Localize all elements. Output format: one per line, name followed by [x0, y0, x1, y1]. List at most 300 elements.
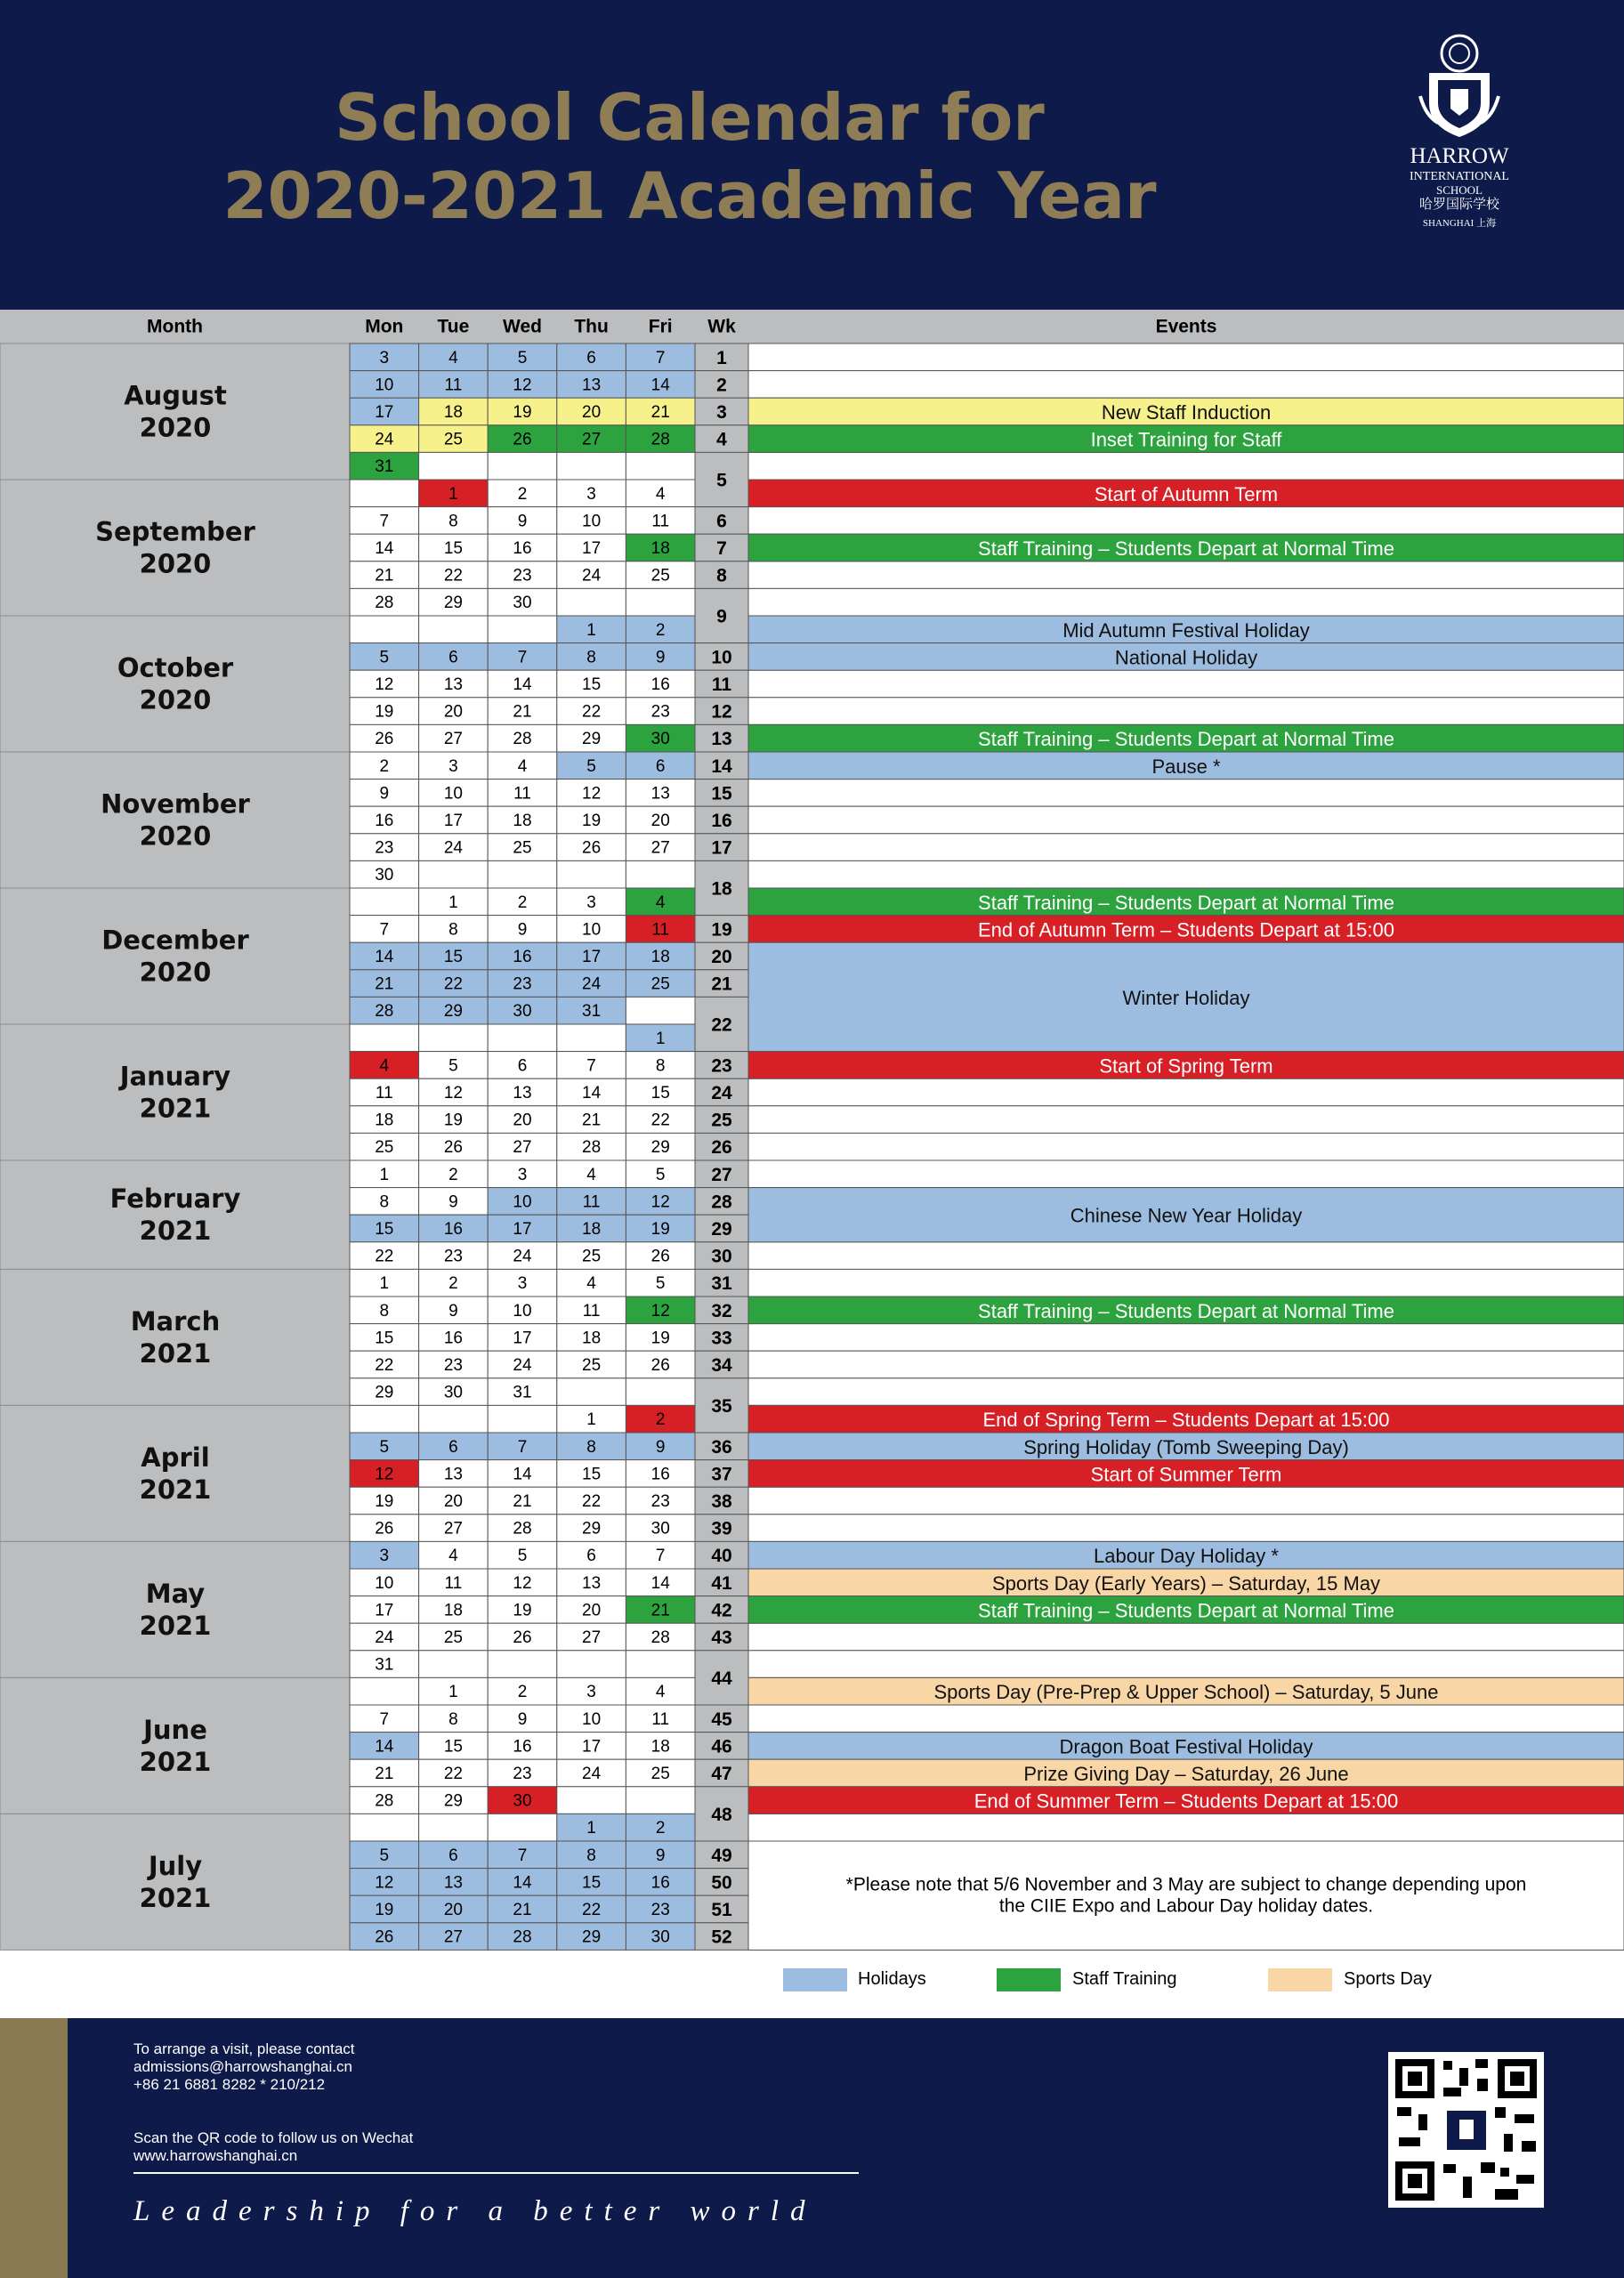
day-number: 1 — [379, 1165, 390, 1184]
day-number: 28 — [513, 730, 532, 749]
crest-shield-icon — [1417, 34, 1502, 141]
event-label: Sports Day (Early Years) – Saturday, 15 May — [991, 1571, 1381, 1595]
day-number: 25 — [443, 1628, 463, 1647]
month-block — [0, 1160, 350, 1269]
day-number: 29 — [443, 1002, 463, 1022]
day-number: 6 — [448, 1846, 458, 1865]
week-number: 49 — [711, 1845, 732, 1866]
day-number: 29 — [582, 1519, 602, 1539]
day-cell — [419, 1814, 489, 1841]
school-name-cn: 哈罗国际学校 — [1418, 197, 1499, 212]
day-number: 8 — [448, 920, 458, 940]
event-label: Winter Holiday — [1122, 986, 1250, 1009]
day-number: 2 — [517, 1683, 528, 1702]
day-cell — [419, 1024, 489, 1052]
week-number: 27 — [711, 1164, 732, 1185]
day-number: 12 — [443, 1084, 463, 1103]
day-number: 17 — [582, 539, 602, 558]
day-number: 23 — [650, 1492, 670, 1511]
day-number: 6 — [655, 756, 666, 776]
event-cell — [748, 452, 1624, 480]
day-number: 5 — [448, 1056, 458, 1076]
day-number: 22 — [443, 1765, 463, 1783]
day-number: 4 — [448, 348, 458, 368]
day-number: 14 — [513, 675, 532, 694]
day-number: 19 — [650, 1329, 670, 1348]
week-number: 20 — [711, 947, 732, 967]
day-number: 7 — [655, 1547, 666, 1566]
month-name: October — [117, 652, 234, 683]
day-number: 3 — [379, 1547, 390, 1566]
day-number: 8 — [379, 1301, 390, 1321]
month-year: 2021 — [139, 1337, 212, 1369]
day-number: 25 — [513, 838, 532, 858]
footer — [0, 2018, 1624, 2278]
event-label: Staff Training – Students Depart at Normal Time — [978, 1599, 1394, 1622]
day-number: 22 — [582, 1492, 602, 1511]
day-number: 23 — [513, 1765, 532, 1783]
event-cell — [748, 1814, 1624, 1841]
legend-label-holidays: Holidays — [858, 1969, 926, 1989]
day-cell — [350, 480, 419, 507]
day-number: 16 — [443, 1220, 463, 1239]
week-number: 17 — [711, 837, 732, 859]
day-number: 21 — [375, 566, 394, 586]
week-number: 42 — [711, 1600, 732, 1621]
event-label: Staff Training – Students Depart at Normal Time — [978, 1299, 1394, 1322]
contact-email[interactable]: admissions@harrowshanghai.cn — [133, 2058, 352, 2075]
day-number: 22 — [443, 974, 463, 994]
month-block — [0, 1024, 350, 1160]
day-number: 24 — [582, 566, 602, 586]
day-number: 14 — [513, 1465, 532, 1484]
day-number: 8 — [379, 1192, 390, 1212]
day-number: 2 — [517, 484, 528, 504]
day-cell — [557, 588, 626, 616]
day-number: 9 — [379, 784, 390, 804]
day-number: 15 — [443, 1737, 463, 1757]
week-number: 39 — [711, 1518, 732, 1539]
day-number: 4 — [655, 1683, 666, 1702]
day-number: 7 — [379, 920, 390, 940]
day-number: 14 — [582, 1084, 602, 1103]
day-cell — [557, 1378, 626, 1406]
title-line-1: School Calendar for — [335, 80, 1045, 155]
day-number: 10 — [443, 784, 463, 804]
day-number: 15 — [582, 1465, 602, 1484]
day-number: 25 — [650, 566, 670, 586]
day-number: 14 — [650, 1573, 670, 1593]
day-cell — [350, 1814, 419, 1841]
month-block — [0, 1814, 350, 1950]
month-year: 2021 — [139, 1474, 212, 1505]
day-number: 9 — [517, 512, 528, 531]
day-number: 26 — [375, 1519, 394, 1539]
day-cell — [557, 1787, 626, 1814]
day-number: 30 — [443, 1383, 463, 1402]
week-number: 22 — [711, 1014, 732, 1036]
day-number: 25 — [582, 1247, 602, 1266]
month-block — [0, 888, 350, 1024]
event-cell — [748, 1160, 1624, 1188]
day-cell — [626, 1378, 695, 1406]
event-cell — [748, 1623, 1624, 1651]
day-cell — [626, 588, 695, 616]
event-label: Mid Autumn Festival Holiday — [1062, 618, 1310, 642]
day-number: 24 — [582, 974, 602, 994]
day-number: 2 — [448, 1274, 458, 1294]
week-number: 40 — [711, 1546, 732, 1567]
week-number: 8 — [716, 565, 727, 586]
event-cell — [748, 561, 1624, 589]
day-number: 13 — [650, 784, 670, 804]
day-number: 7 — [379, 1709, 390, 1729]
day-number: 29 — [375, 1383, 394, 1402]
day-number: 8 — [448, 512, 458, 531]
event-label: New Staff Induction — [1101, 401, 1272, 424]
day-number: 16 — [443, 1329, 463, 1348]
day-number: 3 — [586, 893, 596, 912]
event-label: Inset Training for Staff — [1090, 428, 1282, 451]
month-name: June — [143, 1714, 207, 1745]
month-block — [0, 752, 350, 888]
day-number: 20 — [513, 1111, 532, 1130]
day-number: 1 — [448, 484, 458, 504]
header-day-mon: Mon — [365, 316, 404, 337]
month-block — [0, 1405, 350, 1541]
header-day-fri: Fri — [648, 316, 673, 337]
day-number: 17 — [375, 403, 394, 422]
week-number: 6 — [716, 511, 727, 532]
day-number: 9 — [655, 1437, 666, 1457]
day-number: 3 — [586, 1683, 596, 1702]
day-number: 27 — [513, 1138, 532, 1158]
day-number: 31 — [513, 1383, 532, 1402]
day-number: 12 — [375, 675, 394, 694]
week-number: 37 — [711, 1464, 732, 1485]
day-number: 16 — [650, 1465, 670, 1484]
day-number: 19 — [513, 403, 532, 422]
day-number: 12 — [375, 1465, 394, 1484]
week-number: 35 — [711, 1395, 732, 1417]
week-number: 19 — [711, 919, 732, 941]
day-number: 29 — [650, 1138, 670, 1158]
day-cell — [626, 860, 695, 888]
day-cell — [488, 1814, 557, 1841]
day-cell — [419, 616, 489, 643]
day-number: 10 — [375, 1573, 394, 1593]
day-number: 12 — [582, 784, 602, 804]
day-cell — [350, 616, 419, 643]
legend — [0, 1954, 1624, 2007]
day-number: 15 — [582, 1873, 602, 1893]
day-number: 28 — [650, 430, 670, 449]
day-number: 7 — [517, 648, 528, 667]
day-cell — [626, 452, 695, 480]
school-crest-logo — [1397, 34, 1522, 283]
legend-label-staff-training: Staff Training — [1072, 1969, 1177, 1989]
day-number: 9 — [655, 1846, 666, 1865]
day-number: 3 — [448, 756, 458, 776]
footer-divider — [133, 2172, 859, 2174]
day-number: 9 — [517, 920, 528, 940]
day-number: 24 — [375, 430, 394, 449]
day-number: 27 — [443, 1927, 463, 1947]
week-number: 28 — [711, 1192, 732, 1213]
day-number: 16 — [513, 539, 532, 558]
day-number: 19 — [443, 1111, 463, 1130]
event-label: End of Autumn Term – Students Depart at 15:00 — [978, 918, 1394, 941]
month-block — [0, 1269, 350, 1405]
event-label: End of Spring Term – Students Depart at 15:00 — [982, 1409, 1390, 1432]
week-number: 13 — [711, 729, 732, 750]
day-number: 16 — [375, 812, 394, 830]
day-number: 7 — [517, 1846, 528, 1865]
day-number: 6 — [586, 348, 596, 368]
day-number: 25 — [650, 1765, 670, 1783]
day-number: 24 — [513, 1356, 532, 1375]
month-name: November — [101, 788, 250, 820]
day-number: 7 — [586, 1056, 596, 1076]
month-year: 2021 — [139, 1746, 212, 1777]
day-number: 4 — [655, 893, 666, 912]
day-number: 2 — [448, 1165, 458, 1184]
tagline: Leadership for a better world — [133, 2195, 817, 2227]
week-number: 46 — [711, 1736, 732, 1757]
day-number: 18 — [650, 539, 670, 558]
day-number: 28 — [513, 1519, 532, 1539]
day-number: 27 — [650, 838, 670, 858]
day-number: 3 — [379, 348, 390, 368]
day-number: 28 — [375, 1002, 394, 1022]
month-block — [0, 1541, 350, 1677]
month-block — [0, 616, 350, 752]
header-day-wed: Wed — [503, 316, 542, 337]
day-number: 5 — [517, 348, 528, 368]
event-label: Chinese New Year Holiday — [1070, 1204, 1303, 1227]
day-number: 20 — [443, 1901, 463, 1919]
day-number: 19 — [375, 702, 394, 722]
week-number: 16 — [711, 811, 732, 831]
day-number: 14 — [513, 1873, 532, 1893]
week-number: 12 — [711, 701, 732, 723]
day-number: 1 — [586, 1819, 596, 1838]
event-label: Staff Training – Students Depart at Normal Time — [978, 537, 1394, 560]
day-cell — [626, 997, 695, 1024]
day-number: 1 — [448, 893, 458, 912]
day-number: 13 — [582, 1573, 602, 1593]
day-number: 23 — [375, 838, 394, 858]
month-year: 2021 — [139, 1882, 212, 1913]
day-number: 23 — [650, 1901, 670, 1919]
week-number: 24 — [711, 1083, 732, 1103]
day-number: 2 — [517, 893, 528, 912]
header-month: Month — [147, 316, 203, 337]
day-number: 12 — [375, 1873, 394, 1893]
day-number: 15 — [650, 1084, 670, 1103]
week-number: 47 — [711, 1764, 732, 1784]
day-number: 30 — [650, 1519, 670, 1539]
day-number: 27 — [443, 1519, 463, 1539]
day-number: 25 — [443, 430, 463, 449]
month-name: January — [119, 1061, 231, 1092]
day-number: 30 — [650, 730, 670, 749]
day-number: 11 — [651, 920, 670, 940]
day-number: 20 — [650, 812, 670, 830]
day-cell — [350, 1677, 419, 1705]
day-number: 11 — [513, 784, 531, 804]
day-cell — [488, 1024, 557, 1052]
day-number: 22 — [582, 1901, 602, 1919]
day-number: 10 — [513, 1301, 532, 1321]
month-block — [0, 343, 350, 480]
day-number: 9 — [448, 1192, 458, 1212]
day-cell — [626, 1787, 695, 1814]
day-cell — [419, 1651, 489, 1678]
title-line-2: 2020-2021 Academic Year — [222, 158, 1157, 233]
day-cell — [557, 452, 626, 480]
day-number: 29 — [443, 1791, 463, 1811]
day-number: 13 — [443, 1465, 463, 1484]
day-cell — [350, 888, 419, 916]
day-number: 19 — [582, 812, 602, 830]
day-number: 18 — [650, 948, 670, 966]
day-number: 5 — [655, 1165, 666, 1184]
day-number: 21 — [650, 1601, 670, 1620]
day-number: 11 — [582, 1301, 601, 1321]
day-number: 6 — [448, 648, 458, 667]
day-number: 27 — [582, 1628, 602, 1647]
day-number: 1 — [448, 1683, 458, 1702]
month-name: August — [124, 380, 227, 411]
calendar-table — [0, 310, 1624, 1954]
event-label: Start of Summer Term — [1090, 1463, 1282, 1486]
day-number: 16 — [513, 1737, 532, 1757]
day-number: 7 — [379, 512, 390, 531]
day-cell — [419, 1405, 489, 1433]
month-year: 2020 — [139, 412, 212, 443]
day-number: 25 — [375, 1138, 394, 1158]
day-number: 18 — [443, 403, 463, 422]
day-number: 17 — [582, 948, 602, 966]
event-cell — [748, 860, 1624, 888]
day-number: 23 — [650, 702, 670, 722]
day-number: 31 — [375, 457, 394, 477]
day-number: 11 — [651, 512, 670, 531]
day-number: 18 — [513, 812, 532, 830]
month-name: March — [130, 1305, 221, 1337]
event-cell — [748, 1133, 1624, 1160]
day-number: 11 — [444, 376, 463, 395]
day-number: 4 — [655, 484, 666, 504]
day-number: 24 — [582, 1765, 602, 1783]
month-block — [0, 1677, 350, 1814]
day-number: 8 — [586, 648, 596, 667]
day-cell — [557, 1024, 626, 1052]
day-number: 10 — [582, 920, 602, 940]
day-number: 17 — [513, 1329, 532, 1348]
day-number: 26 — [375, 730, 394, 749]
school-name-2: INTERNATIONAL — [1410, 169, 1509, 183]
day-number: 4 — [586, 1165, 596, 1184]
month-name: September — [95, 516, 255, 547]
week-number: 21 — [711, 973, 732, 995]
day-number: 15 — [375, 1329, 394, 1348]
day-number: 9 — [655, 648, 666, 667]
day-number: 14 — [375, 539, 394, 558]
day-number: 23 — [513, 974, 532, 994]
day-number: 20 — [582, 1601, 602, 1620]
day-number: 24 — [443, 838, 463, 858]
day-number: 8 — [586, 1437, 596, 1457]
event-label: Prize Giving Day – Saturday, 26 June — [1023, 1763, 1349, 1785]
legend-swatch-sports-day — [1268, 1968, 1332, 1991]
event-label: Labour Day Holiday * — [1094, 1545, 1279, 1568]
day-number: 30 — [513, 1002, 532, 1022]
day-number: 12 — [513, 376, 532, 395]
day-number: 10 — [582, 512, 602, 531]
event-cell — [748, 1487, 1624, 1515]
day-number: 5 — [517, 1547, 528, 1566]
month-year: 2020 — [139, 548, 212, 579]
week-number: 52 — [711, 1927, 732, 1948]
day-number: 8 — [655, 1056, 666, 1076]
day-number: 3 — [517, 1165, 528, 1184]
week-number: 41 — [711, 1572, 732, 1594]
day-number: 30 — [513, 1791, 532, 1811]
day-number: 16 — [650, 1873, 670, 1893]
event-cell — [748, 1515, 1624, 1542]
day-number: 23 — [443, 1356, 463, 1375]
day-number: 21 — [375, 1765, 394, 1783]
event-cell — [748, 371, 1624, 399]
week-number: 5 — [716, 470, 727, 491]
event-cell — [748, 1242, 1624, 1270]
day-number: 10 — [375, 376, 394, 395]
day-number: 17 — [582, 1737, 602, 1757]
week-number: 2 — [716, 375, 727, 396]
week-number: 9 — [716, 606, 727, 627]
day-cell — [419, 452, 489, 480]
day-number: 16 — [650, 675, 670, 694]
event-cell — [748, 1378, 1624, 1406]
day-number: 10 — [513, 1192, 532, 1212]
day-cell — [419, 860, 489, 888]
day-number: 15 — [443, 539, 463, 558]
day-number: 15 — [375, 1220, 394, 1239]
event-cell — [748, 1705, 1624, 1733]
footnote-line-2: the CIIE Expo and Labour Day holiday dates. — [998, 1895, 1374, 1917]
day-number: 23 — [443, 1247, 463, 1266]
wechat-qr-code[interactable] — [1388, 2052, 1544, 2208]
month-name: February — [109, 1183, 241, 1215]
day-number: 29 — [443, 594, 463, 613]
day-number: 28 — [375, 1791, 394, 1811]
legend-swatch-staff-training — [997, 1968, 1061, 1991]
week-number: 36 — [711, 1436, 732, 1458]
day-number: 7 — [655, 348, 666, 368]
day-number: 16 — [513, 948, 532, 966]
day-number: 20 — [443, 1492, 463, 1511]
day-number: 7 — [517, 1437, 528, 1457]
day-number: 23 — [513, 566, 532, 586]
event-label: Sports Day (Pre-Prep & Upper School) – Saturday, 5 June — [933, 1681, 1439, 1704]
website-link[interactable]: www.harrowshanghai.cn — [133, 2147, 298, 2164]
header-day-thu: Thu — [574, 316, 609, 337]
day-number: 27 — [443, 730, 463, 749]
day-number: 15 — [582, 675, 602, 694]
day-number: 10 — [582, 1709, 602, 1729]
